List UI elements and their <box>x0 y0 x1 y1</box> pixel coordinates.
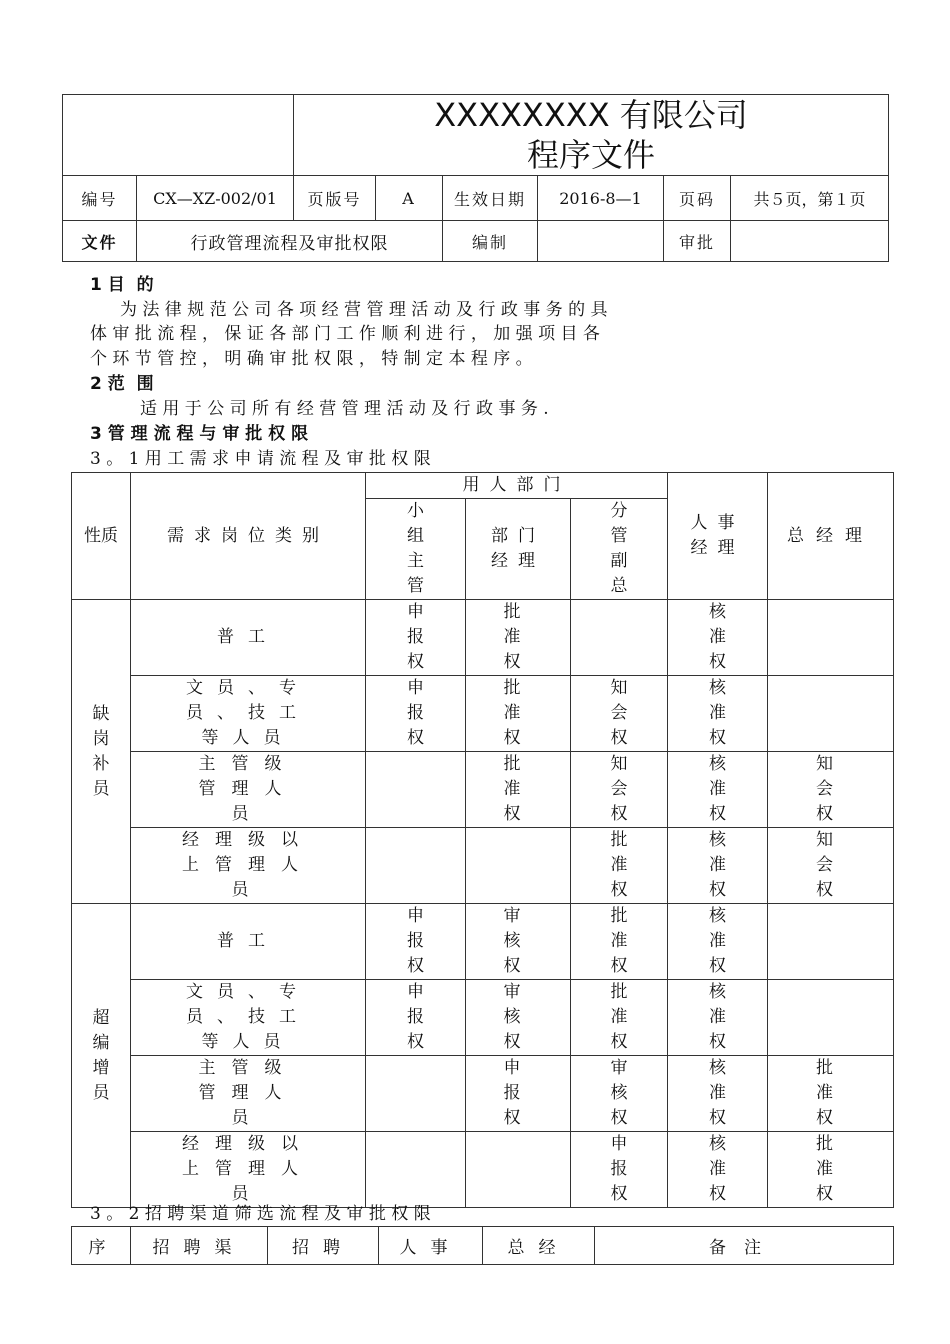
row-vp: 批准权 <box>571 904 668 980</box>
header-vp: 分管副总 <box>571 499 668 600</box>
t2-header-no: 序 <box>72 1227 131 1265</box>
row-mgr: 批准权 <box>466 600 571 676</box>
row-hr: 核准权 <box>668 600 768 676</box>
header-group-lead: 小组主管 <box>366 499 466 600</box>
section-3-2-title: 3 。 2 招 聘 渠 道 筛 选 流 程 及 审 批 权 限 <box>90 1204 431 1224</box>
row-lead <box>366 1132 466 1208</box>
row-mgr: 批准权 <box>466 752 571 828</box>
logo-cell <box>63 95 294 176</box>
approved-by-label: 审批 <box>664 221 731 262</box>
header-user-dept: 用人部门 <box>366 473 668 499</box>
group-over-quota: 超编增员 <box>72 904 131 1208</box>
group-shortage: 缺岗补员 <box>72 600 131 904</box>
header-general-manager: 总经理 <box>768 473 894 600</box>
row-gm <box>768 676 894 752</box>
document-header-table <box>62 94 889 262</box>
section-1-line-2: 体 审 批 流 程 ， 保 证 各 部 门 工 作 顺 利 进 行 ， 加 强 项 目 各 <box>90 324 600 344</box>
doc-number-label: 编号 <box>63 176 137 221</box>
version-value: A <box>376 176 443 221</box>
section-1-title: 1 目 的 <box>90 275 154 295</box>
section-3-title: 3 管 理 流 程 与 审 批 权 限 <box>90 424 309 444</box>
header-nature: 性质 <box>72 473 131 600</box>
row-mgr: 审核权 <box>466 904 571 980</box>
section-3-1-title: 3 。 1 用 工 需 求 申 请 流 程 及 审 批 权 限 <box>90 449 431 469</box>
t2-header-recruit: 招聘 <box>268 1227 379 1265</box>
header-dept-manager: 部门经理 <box>466 499 571 600</box>
section-1-line-1: 为 法 律 规 范 公 司 各 项 经 营 管 理 活 动 及 行 政 事 务 的 具 <box>120 300 608 320</box>
row-hr: 核准权 <box>668 828 768 904</box>
effective-date-label: 生效日期 <box>443 176 538 221</box>
row-category: 主管级管理人员 <box>131 1056 366 1132</box>
file-label: 文件 <box>63 221 137 262</box>
row-gm <box>768 600 894 676</box>
doc-number-value: CX—XZ-002/01 <box>137 176 294 221</box>
row-hr: 核准权 <box>668 752 768 828</box>
document-type: 程序文件 <box>527 136 656 174</box>
row-gm: 批准权 <box>768 1132 894 1208</box>
row-category: 经理级以上管理人员 <box>131 828 366 904</box>
page-label: 页码 <box>664 176 731 221</box>
row-vp: 知会权 <box>571 676 668 752</box>
row-gm: 知会权 <box>768 752 894 828</box>
row-category: 普工 <box>131 600 366 676</box>
row-vp <box>571 600 668 676</box>
row-category: 普工 <box>131 904 366 980</box>
row-mgr <box>466 828 571 904</box>
section-2-line: 适 用 于 公 司 所 有 经 营 管 理 活 动 及 行 政 事 务 . <box>140 399 549 419</box>
row-hr: 核准权 <box>668 676 768 752</box>
row-mgr: 批准权 <box>466 676 571 752</box>
row-category: 文员、专员、技工等人员 <box>131 980 366 1056</box>
row-lead: 申报权 <box>366 980 466 1056</box>
company-name: XXXXXXXX 有限公司 <box>434 96 748 134</box>
effective-date-value: 2016-8—1 <box>538 176 664 221</box>
staffing-approval-table <box>71 472 894 1208</box>
row-lead <box>366 828 466 904</box>
row-vp: 申报权 <box>571 1132 668 1208</box>
header-hr-manager: 人事经理 <box>668 473 768 600</box>
row-hr: 核准权 <box>668 1056 768 1132</box>
row-lead <box>366 752 466 828</box>
approved-by-value <box>731 221 889 262</box>
row-vp: 知会权 <box>571 752 668 828</box>
row-gm: 批准权 <box>768 1056 894 1132</box>
header-category: 需求岗位类别 <box>131 473 366 600</box>
row-category: 主管级管理人员 <box>131 752 366 828</box>
row-gm <box>768 904 894 980</box>
file-title: 行政管理流程及审批权限 <box>137 221 443 262</box>
row-lead <box>366 1056 466 1132</box>
t2-header-gm: 总经 <box>483 1227 595 1265</box>
row-hr: 核准权 <box>668 904 768 980</box>
row-category: 经理级以上管理人员 <box>131 1132 366 1208</box>
section-2-title: 2 范 围 <box>90 374 154 394</box>
prepared-by-label: 编制 <box>443 221 538 262</box>
page-value: 共５页，第１页 <box>731 176 889 221</box>
row-hr: 核准权 <box>668 1132 768 1208</box>
row-vp: 批准权 <box>571 980 668 1056</box>
row-gm: 知会权 <box>768 828 894 904</box>
row-vp: 审核权 <box>571 1056 668 1132</box>
row-mgr: 审核权 <box>466 980 571 1056</box>
section-1-line-3: 个 环 节 管 控 ， 明 确 审 批 权 限 ， 特 制 定 本 程 序 。 <box>90 349 533 369</box>
row-vp: 批准权 <box>571 828 668 904</box>
prepared-by-value <box>538 221 664 262</box>
row-hr: 核准权 <box>668 980 768 1056</box>
recruitment-channel-table <box>71 1226 894 1265</box>
t2-header-channel: 招聘渠 <box>131 1227 268 1265</box>
row-category: 文员、专员、技工等人员 <box>131 676 366 752</box>
row-mgr: 申报权 <box>466 1056 571 1132</box>
row-mgr <box>466 1132 571 1208</box>
row-lead: 申报权 <box>366 676 466 752</box>
row-lead: 申报权 <box>366 904 466 980</box>
row-gm <box>768 980 894 1056</box>
company-title-cell <box>294 95 889 176</box>
row-lead: 申报权 <box>366 600 466 676</box>
t2-header-remarks: 备注 <box>595 1227 894 1265</box>
version-label: 页版号 <box>294 176 376 221</box>
t2-header-hr: 人事 <box>379 1227 483 1265</box>
